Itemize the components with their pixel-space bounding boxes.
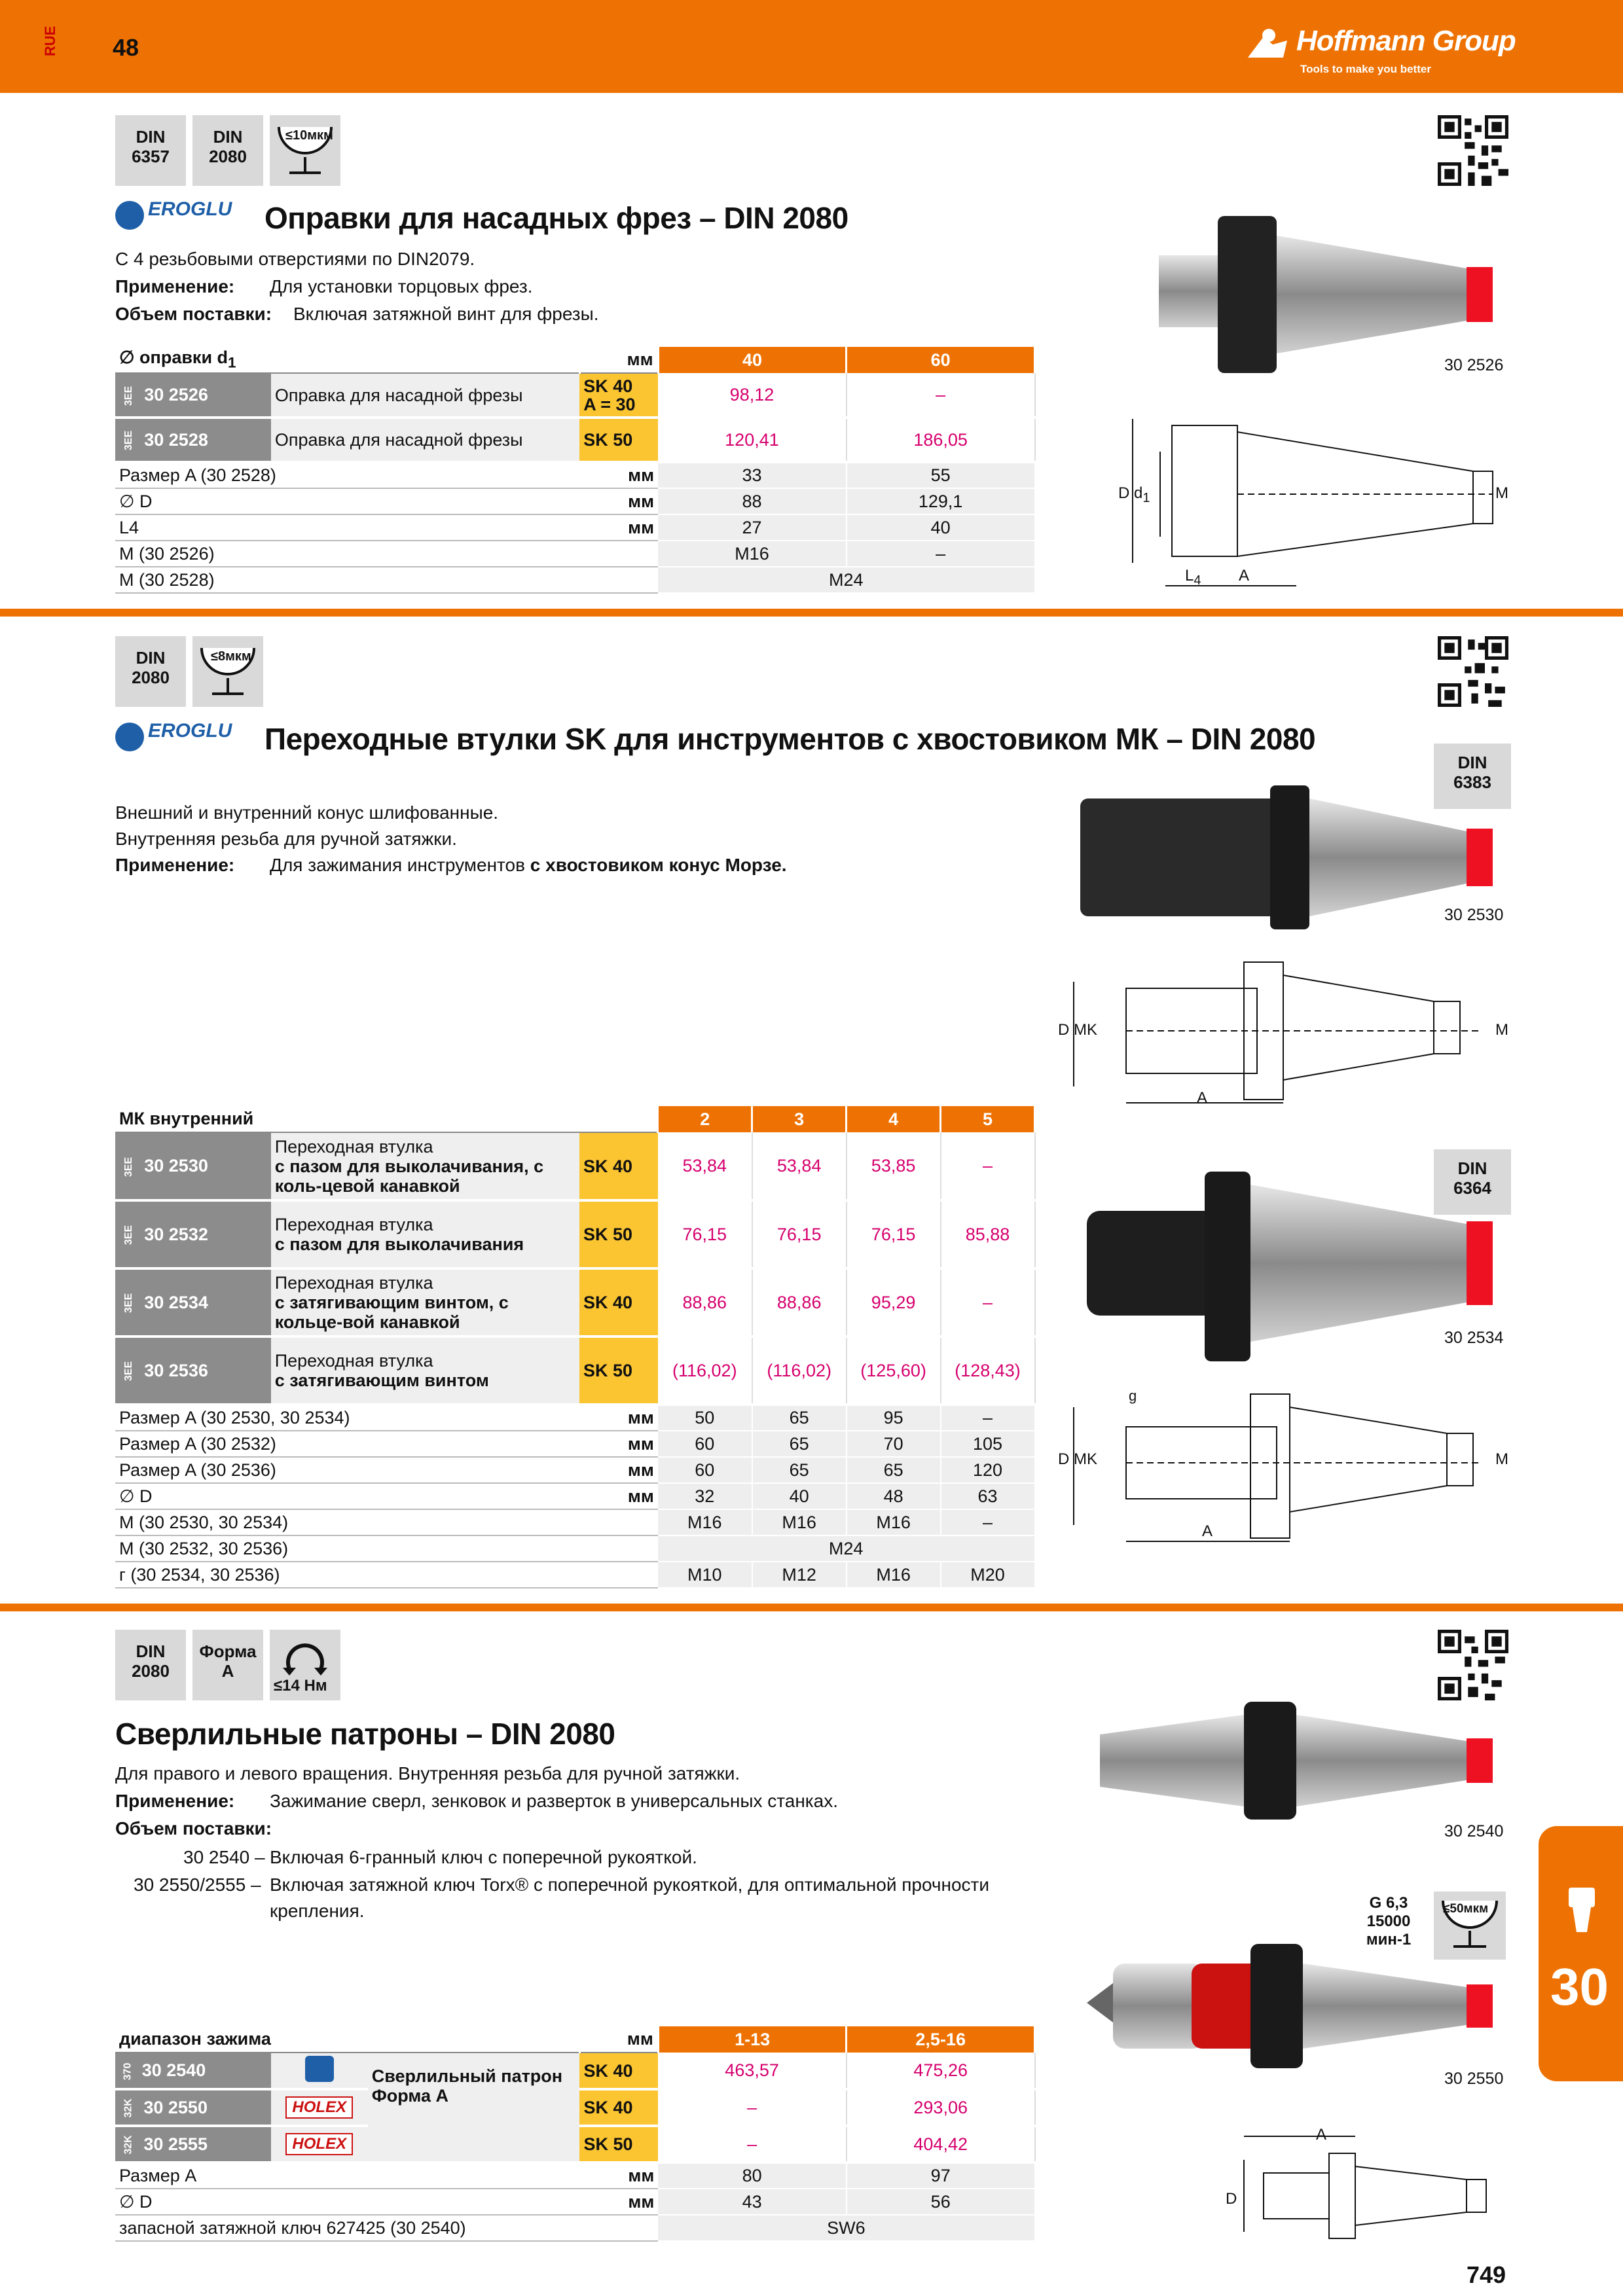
din-badge: DIN 6357 <box>115 115 186 186</box>
photo-caption: 30 2540 <box>1444 1822 1504 1840</box>
dim-label: $L_4$ <box>1185 567 1201 588</box>
price: 85,88 <box>941 1200 1035 1268</box>
article-number[interactable]: 3EE 30 2536 <box>115 1336 271 1405</box>
hoffmann-logo-icon <box>1244 27 1290 59</box>
intro-line: Внутренняя резьба для ручной затяжки. <box>115 829 457 849</box>
spec-value: 40 <box>847 514 1035 541</box>
product-table <box>115 1106 1036 1588</box>
delivery-code: 30 2540 – <box>183 1847 265 1867</box>
sk-size: SK 40 <box>579 2089 658 2126</box>
price: 76,15 <box>752 1200 847 1268</box>
price: 475,26 <box>847 2053 1035 2089</box>
spec-unit: мм <box>579 1457 658 1483</box>
sk-size: SK 40 A = 30 <box>579 373 658 418</box>
dim-label: A <box>1239 567 1250 584</box>
col-header: 2,5-16 <box>847 2026 1035 2053</box>
product-desc: Переходная втулка с пазом для выколачивания <box>271 1200 579 1268</box>
spec-value: 27 <box>658 514 847 541</box>
spec-value: SW6 <box>658 2215 1034 2241</box>
holex-logo-text: HOLEX <box>285 2096 353 2119</box>
spec-value: 97 <box>847 2162 1035 2189</box>
dim-label: D MK <box>1058 1450 1097 1468</box>
runout-label: ≤50мкм <box>1443 1902 1489 1916</box>
usage-label: Применение: <box>115 1791 235 1811</box>
spec-unit <box>579 1562 658 1588</box>
sk-size: SK 40 <box>579 1132 658 1200</box>
spec-value: 60 <box>658 1457 752 1483</box>
spec-value: 33 <box>658 462 847 488</box>
section-title: Оправки для насадных фрез – DIN 2080 <box>264 201 848 235</box>
usage-text: Для установки торцовых фрез. <box>270 276 533 296</box>
delivery-text: Включая затяжной винт для фрезы. <box>293 304 599 324</box>
product-desc: Оправка для насадной фрезы <box>271 373 579 418</box>
spec-value: 55 <box>847 462 1035 488</box>
col-header: 2 <box>658 1106 752 1132</box>
spec-value: M16 <box>752 1509 847 1535</box>
col-header: 60 <box>847 347 1035 373</box>
brand-name: Hoffmann Group <box>1296 25 1516 57</box>
precision-label: ≤10мкм <box>285 128 333 143</box>
brand-icon-cell <box>271 2053 368 2089</box>
table-row[interactable] <box>115 1336 1035 1405</box>
technical-drawing <box>1054 956 1512 1113</box>
article-number[interactable]: 3EE 30 2528 <box>115 418 271 462</box>
article-number[interactable]: 3EE 30 2526 <box>115 373 271 418</box>
col-header: 1-13 <box>658 2026 847 2053</box>
spec-value: M16 <box>847 1509 941 1535</box>
spec-value: 80 <box>658 2162 847 2189</box>
spec-label: Размер A (30 2532) <box>115 1431 579 1457</box>
price: 53,84 <box>658 1132 752 1200</box>
article-number[interactable]: 3EE 30 2534 <box>115 1268 271 1336</box>
dim-label: M <box>1495 1450 1508 1468</box>
spec-value: – <box>847 541 1035 567</box>
spec-row <box>115 1483 1035 1509</box>
price: 76,15 <box>658 1200 752 1268</box>
product-desc: Сверлильный патрон Форма A <box>368 2053 580 2162</box>
photo-caption: 30 2526 <box>1444 356 1504 374</box>
delivery-label: Объем поставки: <box>115 1818 272 1839</box>
spec-value: M20 <box>941 1562 1035 1588</box>
rotation-icon <box>270 1630 340 1676</box>
col-header: 5 <box>941 1106 1035 1132</box>
spec-row <box>115 541 1035 567</box>
price: – <box>658 2089 847 2126</box>
spec-value: 129,1 <box>847 488 1035 514</box>
precision-icon <box>192 636 263 707</box>
dim-label: D <box>1226 2190 1237 2208</box>
spec-label: ∅ D <box>115 2189 579 2215</box>
chapter-number: 30 <box>1550 1958 1609 2016</box>
spec-value: 63 <box>941 1483 1035 1509</box>
spec-unit <box>579 1509 658 1535</box>
delivery-text: крепления. <box>270 1901 365 1921</box>
spec-value: 56 <box>847 2189 1035 2215</box>
delivery-code: 30 2550/2555 – <box>134 1874 261 1895</box>
sk-size: SK 40 <box>579 1268 658 1336</box>
qr-code[interactable] <box>1438 115 1508 186</box>
spec-label: запасной затяжной ключ 627425 (30 2540) <box>115 2215 579 2241</box>
din-badge: DIN 2080 <box>115 636 186 707</box>
dim-label: D MK <box>1058 1021 1097 1039</box>
article-number[interactable]: 32K 30 2555 <box>115 2126 271 2162</box>
din-badge: DIN 2080 <box>192 115 263 186</box>
photo-caption: 30 2550 <box>1444 2070 1504 2088</box>
spec-row <box>115 2189 1035 2215</box>
spec-row <box>115 514 1035 541</box>
form-badge: Форма A <box>192 1630 263 1700</box>
dim-label: A <box>1197 1089 1208 1107</box>
delivery-label: Объем поставки: <box>115 304 272 324</box>
spec-row <box>115 1535 1035 1562</box>
precision-gauge-icon <box>192 636 263 707</box>
col-header: 4 <box>847 1106 941 1132</box>
balance-badge: G 6,3 15000 мин-1 <box>1353 1892 1425 1961</box>
usage-text: Для зажимания инструментов с хвостовиком конус Морзе. <box>270 855 787 875</box>
price: 293,06 <box>847 2089 1035 2126</box>
table-row[interactable] <box>115 1200 1035 1268</box>
price: (125,60) <box>847 1336 941 1405</box>
price: – <box>941 1268 1035 1336</box>
section-title: Сверлильные патроны – DIN 2080 <box>115 1717 615 1751</box>
product-table <box>115 2026 1036 2242</box>
table-row[interactable] <box>115 1268 1035 1336</box>
product-photo <box>1152 209 1506 380</box>
spec-label: ∅ D <box>115 1483 579 1509</box>
spec-unit: мм <box>579 2189 658 2215</box>
section-intro: С 4 резьбовыми отверстиями по DIN2079. <box>115 249 475 269</box>
price: 53,84 <box>752 1132 847 1200</box>
table-head-unit: мм <box>579 347 658 373</box>
qr-code[interactable] <box>1438 1630 1508 1700</box>
usage-label: Применение: <box>115 855 235 875</box>
price: (116,02) <box>752 1336 847 1405</box>
spec-label: Размер A (30 2530, 30 2534) <box>115 1405 579 1431</box>
intro-line: Для правого и левого вращения. Внутренняя резьба для ручной затяжки. <box>115 1763 740 1784</box>
section-title: Переходные втулки SK для инструментов с хвостовиком МК – DIN 2080 <box>264 722 1316 756</box>
spec-value: 65 <box>752 1431 847 1457</box>
col-header: 3 <box>752 1106 847 1132</box>
technical-drawing <box>1054 1381 1512 1551</box>
holex-logo <box>271 2126 368 2162</box>
qr-code[interactable] <box>1438 636 1508 707</box>
sk-size: SK 40 <box>579 2053 658 2089</box>
torque-label: ≤14 Нм <box>274 1677 327 1695</box>
spec-unit: мм <box>579 1405 658 1431</box>
article-number[interactable]: 3EE 30 2532 <box>115 1200 271 1268</box>
tool-holder-icon <box>1562 1885 1601 1937</box>
spec-row <box>115 1562 1035 1588</box>
price: 404,42 <box>847 2126 1035 2162</box>
sk-size: SK 50 <box>579 1336 658 1405</box>
price: 53,85 <box>847 1132 941 1200</box>
product-desc: Оправка для насадной фрезы <box>271 418 579 462</box>
spec-value: M24 <box>658 1535 1035 1562</box>
spec-value: 120 <box>941 1457 1035 1483</box>
spec-unit <box>579 567 658 593</box>
intro-line: Внешний и внутренний конус шлифованные. <box>115 802 499 823</box>
photo-caption: 30 2530 <box>1444 906 1504 924</box>
product-desc: Переходная втулка с затягивающим винтом, с кольце-вой канавкой <box>271 1268 579 1336</box>
usage-label: Применение: <box>115 276 235 296</box>
product-table <box>115 347 1036 594</box>
dim-label: M <box>1495 1021 1508 1039</box>
price: (128,43) <box>941 1336 1035 1405</box>
product-desc: Переходная втулка с затягивающим винтом <box>271 1336 579 1405</box>
spec-label: L4 <box>115 514 579 541</box>
holex-logo <box>271 2089 368 2126</box>
spec-row <box>115 1405 1035 1431</box>
spec-value: 65 <box>752 1457 847 1483</box>
spec-unit: мм <box>579 1483 658 1509</box>
eroglu-logo-text: EROGLU <box>148 720 232 742</box>
technical-drawing <box>1224 2127 1512 2251</box>
spec-value: – <box>941 1509 1035 1535</box>
price: 88,86 <box>658 1268 752 1336</box>
spec-unit <box>579 1535 658 1562</box>
spec-unit: мм <box>579 2162 658 2189</box>
table-row[interactable] <box>115 2053 1035 2089</box>
price: 88,86 <box>752 1268 847 1336</box>
spec-unit: мм <box>579 514 658 541</box>
price: 120,41 <box>658 418 847 462</box>
product-photo <box>1074 1695 1519 1826</box>
product-desc: Переходная втулка с пазом для выколачивания, с коль-цевой канавкой <box>271 1132 579 1200</box>
eroglu-logo <box>115 198 253 231</box>
product-photo <box>1074 1937 1519 2075</box>
article-number[interactable]: 32K 30 2550 <box>115 2089 271 2126</box>
spec-value: 88 <box>658 488 847 514</box>
spec-unit: мм <box>579 1431 658 1457</box>
dim-label: g <box>1129 1388 1137 1404</box>
language-tag: RUE <box>42 26 58 56</box>
eroglu-logo <box>115 720 253 753</box>
din-badge: DIN 2080 <box>115 1630 186 1700</box>
eroglu-small-icon <box>305 2056 334 2082</box>
article-number[interactable]: 370 30 2540 <box>115 2053 271 2089</box>
table-row[interactable] <box>115 373 1035 418</box>
table-row[interactable] <box>115 418 1035 462</box>
spec-value: 95 <box>847 1405 941 1431</box>
article-number[interactable]: 3EE 30 2530 <box>115 1132 271 1200</box>
spec-label: M (30 2526) <box>115 541 579 567</box>
col-header: 40 <box>658 347 847 373</box>
spec-value: 50 <box>658 1405 752 1431</box>
price: – <box>941 1132 1035 1200</box>
holex-logo-text: HOLEX <box>285 2133 353 2155</box>
spec-row <box>115 1457 1035 1483</box>
delivery-text: Включая 6-гранный ключ с поперечной рукояткой. <box>270 1847 697 1867</box>
sk-size: SK 50 <box>579 1200 658 1268</box>
table-head-label: диапазон зажима <box>115 2026 579 2053</box>
price: – <box>847 373 1035 418</box>
spec-label: M (30 2532, 30 2536) <box>115 1535 579 1562</box>
torque-icon <box>270 1630 340 1700</box>
section-separator <box>0 609 1623 617</box>
dim-label: A <box>1202 1522 1213 1540</box>
spec-value: M24 <box>658 567 1034 593</box>
usage-text: Зажимание сверл, зенковок и разверток в универсальных станках. <box>270 1791 839 1811</box>
dim-label: D $d_1$ <box>1118 484 1150 505</box>
precision-gauge-icon <box>270 115 340 186</box>
spec-label: г (30 2534, 30 2536) <box>115 1562 579 1588</box>
price: – <box>658 2126 847 2162</box>
spec-value: 70 <box>847 1431 941 1457</box>
spec-row <box>115 2162 1035 2189</box>
spec-value: M16 <box>658 1509 752 1535</box>
spec-value: 105 <box>941 1431 1035 1457</box>
eroglu-logo-text: EROGLU <box>148 198 232 220</box>
price: 98,12 <box>658 373 847 418</box>
table-head-unit: мм <box>579 2026 658 2053</box>
price: 76,15 <box>847 1200 941 1268</box>
page-number-left: 48 <box>113 34 139 61</box>
hoffmann-logo[interactable] <box>1244 25 1519 77</box>
spec-value: M16 <box>658 541 847 567</box>
spec-row <box>115 2215 1035 2241</box>
photo-caption: 30 2534 <box>1444 1329 1504 1347</box>
price: 186,05 <box>847 418 1035 462</box>
section-separator <box>0 1604 1623 1611</box>
spec-unit <box>579 2215 658 2241</box>
brand-tagline: Tools to make you better <box>1300 63 1431 75</box>
precision-icon <box>270 115 340 186</box>
precision-label: ≤8мкм <box>211 649 251 664</box>
page-number-right: 749 <box>1467 2261 1506 2288</box>
sk-size: SK 50 <box>579 2126 658 2162</box>
spec-value: 60 <box>658 1431 752 1457</box>
spec-value: 65 <box>752 1405 847 1431</box>
spec-label: ∅ D <box>115 488 579 514</box>
delivery-text: Включая затяжной ключ Torx® с поперечной рукояткой, для оптимальной прочности <box>270 1874 990 1895</box>
price: 463,57 <box>658 2053 847 2089</box>
spec-row <box>115 462 1035 488</box>
spec-unit <box>579 541 658 567</box>
spec-value: 65 <box>847 1457 941 1483</box>
spec-row <box>115 1431 1035 1457</box>
spec-label: Размер A <box>115 2162 579 2189</box>
spec-value: 32 <box>658 1483 752 1509</box>
dim-label: M <box>1495 484 1508 502</box>
table-row[interactable] <box>115 1132 1035 1200</box>
spec-label: M (30 2530, 30 2534) <box>115 1509 579 1535</box>
spec-value: M12 <box>752 1562 847 1588</box>
dim-label: A <box>1316 2126 1327 2144</box>
price: (116,02) <box>658 1336 752 1405</box>
spec-row <box>115 488 1035 514</box>
spec-value: – <box>941 1405 1035 1431</box>
spec-label: M (30 2528) <box>115 567 579 593</box>
chapter-tab[interactable] <box>1539 1826 1623 2081</box>
spec-unit: мм <box>579 488 658 514</box>
spec-value: 48 <box>847 1483 941 1509</box>
spec-label: Размер A (30 2528) <box>115 462 579 488</box>
spec-row <box>115 1509 1035 1535</box>
table-head-label: МК внутренний <box>115 1106 658 1132</box>
sk-size: SK 50 <box>579 418 658 462</box>
table-head-label: ∅ оправки $d_1$ <box>115 347 579 373</box>
spec-label: Размер A (30 2536) <box>115 1457 579 1483</box>
spec-value: 43 <box>658 2189 847 2215</box>
price: 95,29 <box>847 1268 941 1336</box>
spec-row <box>115 567 1035 593</box>
spec-value: 40 <box>752 1483 847 1509</box>
spec-value: M10 <box>658 1562 752 1588</box>
spec-value: M16 <box>847 1562 941 1588</box>
din-badge: DIN 6364 <box>1434 1149 1511 1215</box>
din-badge: DIN 6383 <box>1434 744 1511 809</box>
spec-unit: мм <box>579 462 658 488</box>
